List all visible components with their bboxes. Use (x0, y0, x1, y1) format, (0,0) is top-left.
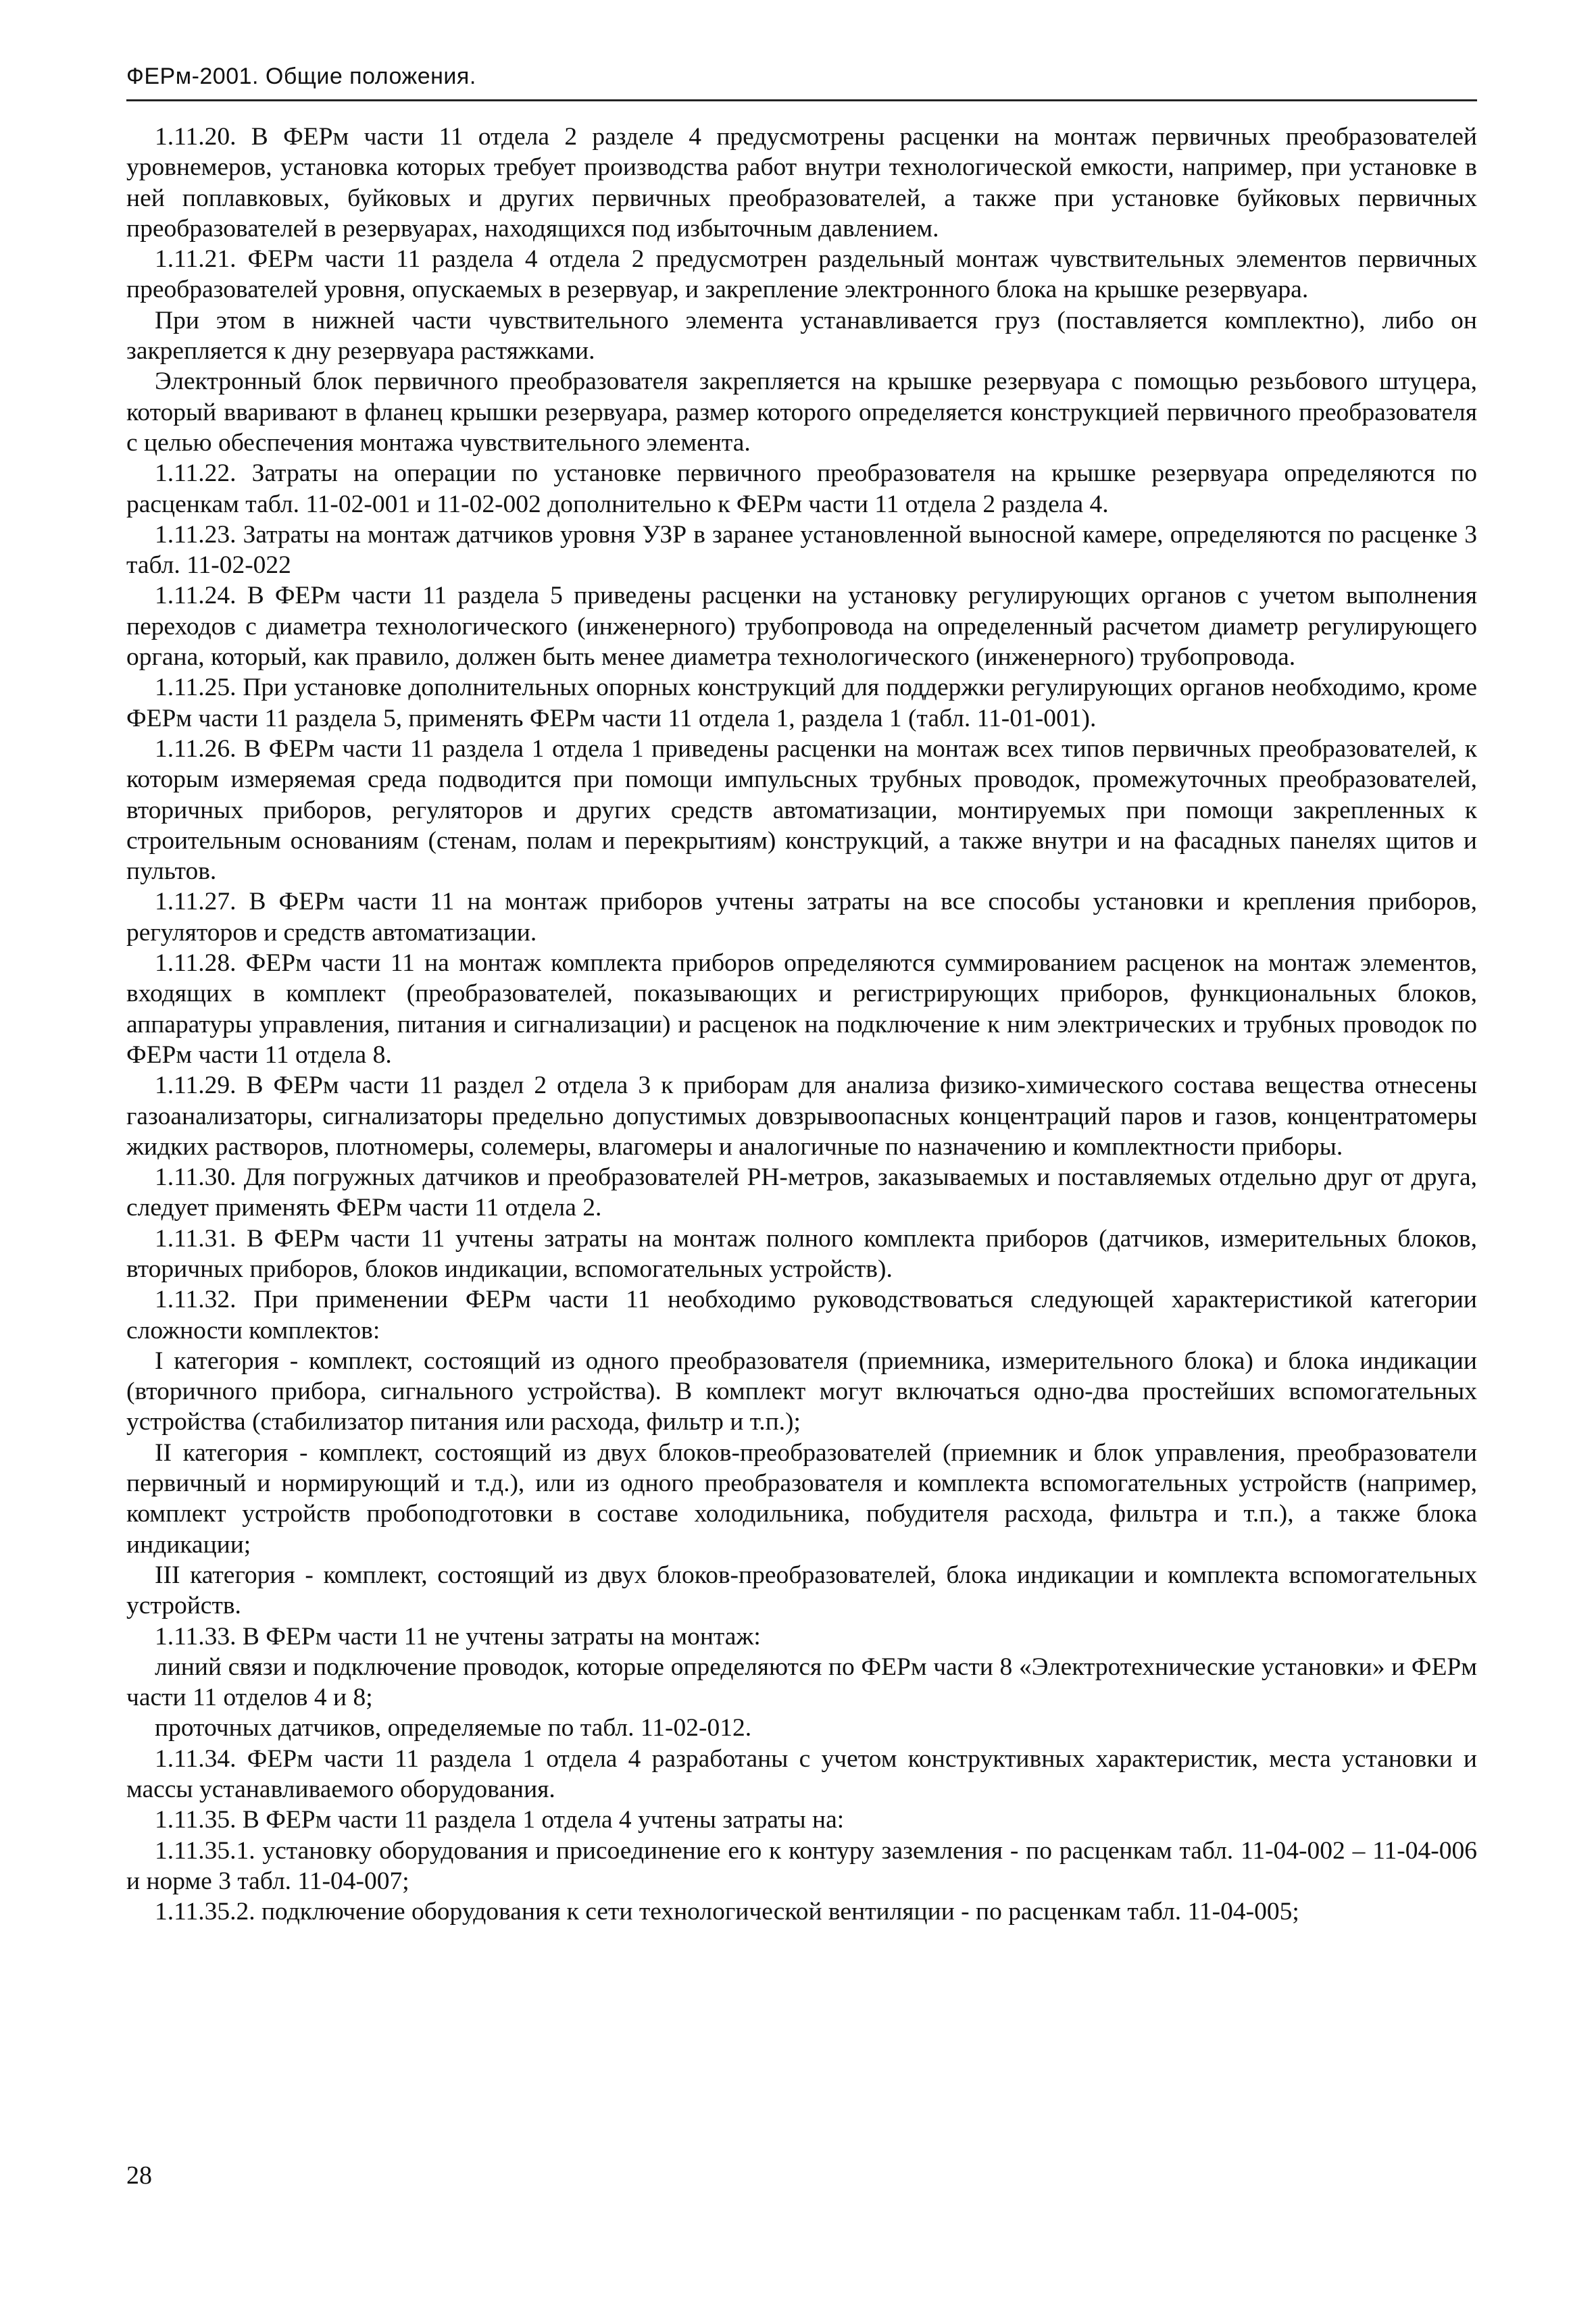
paragraph: 1.11.24. В ФЕРм части 11 раздела 5 приведены расценки на установку регулирующих органов с учетом выполнения переходов с диаметра технологического (инженерного) трубопровода на определенный расчетом диаметр регулирующего органа, который, как правило, должен быть менее диаметра технологического (инженерного) трубопровода. (126, 582, 1477, 672)
paragraph: 1.11.25. При установке дополнительных опорных конструкций для поддержки регулирующих органов необходимо, кроме ФЕРм части 11 раздела 5, применять ФЕРм части 11 отдела 1, раздела 1 (табл. 11-01-001). (126, 674, 1477, 732)
paragraph: I категория - комплект, состоящий из одного преобразователя (приемника, измерительного блока) и блока индикации (вторичного прибора, сигнального устройства). В комплект могут включаться одно-два простейших вспомогательных устройства (стабилизатор питания или расхода, фильтр и т.п.); (126, 1347, 1477, 1436)
paragraph: 1.11.22. Затраты на операции по установке первичного преобразователя на крышке резервуара определяются по расценкам табл. 11-02-001 и 11-02-002 дополнительно к ФЕРм части 11 отдела 2 раздела 4. (126, 459, 1477, 518)
paragraph: линий связи и подключение проводок, которые определяются по ФЕРм части 8 «Электротехнические установки» и ФЕРм части 11 отделов 4 и 8; (126, 1653, 1477, 1712)
paragraph: 1.11.23. Затраты на монтаж датчиков уровня УЗР в заранее установленной выносной камере, определяются по расценке 3 табл. 11-02-022 (126, 520, 1477, 580)
paragraph: 1.11.27. В ФЕРм части 11 на монтаж приборов учтены затраты на все способы установки и крепления приборов, регуляторов и средств автоматизации. (126, 888, 1477, 947)
paragraph: 1.11.32. При применении ФЕРм части 11 необходимо руководствоваться следующей характеристикой категории сложности комплектов: (126, 1286, 1477, 1344)
paragraph: 1.11.33. В ФЕРм части 11 не учтены затраты на монтаж: (155, 1622, 761, 1651)
header-title: ФЕРм-2001. Общие положения. (126, 64, 476, 89)
paragraph: При этом в нижней части чувствительного элемента устанавливается груз (поставляется комплектно), либо он закрепляется к дну резервуара растяжками. (126, 306, 1477, 366)
paragraph: 1.11.30. Для погружных датчиков и преобразователей РН-метров, заказываемых и поставляемых отдельно друг от друга, следует применять ФЕРм части 11 отдела 2. (126, 1163, 1477, 1222)
page-number: 28 (126, 2161, 152, 2190)
paragraph: 1.11.34. ФЕРм части 11 раздела 1 отдела 4 разработаны с учетом конструктивных характеристик, места установки и массы устанавливаемого оборудования. (126, 1744, 1477, 1804)
paragraph: проточных датчиков, определяемые по табл. 11-02-012. (155, 1714, 752, 1742)
paragraph: II категория - комплект, состоящий из двух блоков-преобразователей (приемник и блок управления, преобразователи первичный и нормирующий и т.д.), или из одного преобразователя и комплекта вспомогательных устройств (например, комплект устройств пробоподготовки в составе холодильника, побудителя расхода, фильтра и т.п.), а также блока индикации; (126, 1438, 1477, 1559)
paragraph: 1.11.21. ФЕРм части 11 раздела 4 отдела 2 предусмотрен раздельный монтаж чувствительных элементов первичных преобразователей уровня, опускаемых в резервуар, и закрепление электронного блока на крышке резервуара. (126, 245, 1477, 304)
paragraph: Электронный блок первичного преобразователя закрепляется на крышке резервуара с помощью резьбового штуцера, который вваривают в фланец крышки резервуара, размер которого определяется конструкцией первичного преобразователя с целью обеспечения монтажа чувствительного элемента. (126, 368, 1477, 457)
paragraph: 1.11.35.2. подключение оборудования к сети технологической вентиляции - по расценкам табл. 11-04-005; (155, 1898, 1299, 1926)
paragraph: 1.11.29. В ФЕРм части 11 раздел 2 отдела 3 к приборам для анализа физико-химического состава вещества отнесены газоанализаторы, сигнализаторы предельно допустимых довзрывоопасных концентраций паров и газов, концентратомеры жидких растворов, плотномеры, солемеры, влагомеры и аналогичные по назначению и комплектности приборы. (126, 1072, 1477, 1161)
paragraph: 1.11.31. В ФЕРм части 11 учтены затраты на монтаж полного комплекта приборов (датчиков, измерительных блоков, вторичных приборов, блоков индикации, вспомогательных устройств). (126, 1224, 1477, 1283)
paragraph: 1.11.35. В ФЕРм части 11 раздела 1 отдела 4 учтены затраты на: (155, 1806, 845, 1834)
document-body (126, 122, 1477, 1928)
paragraph: 1.11.26. В ФЕРм части 11 раздела 1 отдела 1 приведены расценки на монтаж всех типов первичных преобразователей, к которым измеряемая среда подводится при помощи импульсных трубных проводок, промежуточных преобразователей, вторичных приборов, регуляторов и других средств автоматизации, монтируемых при помощи закрепленных к строительным основаниям (стенам, полам и перекрытиям) конструкций, а также внутри и на фасадных панелях щитов и пультов. (126, 734, 1477, 886)
paragraph: 1.11.28. ФЕРм части 11 на монтаж комплекта приборов определяются суммированием расценок на монтаж элементов, входящих в комплект (преобразователей, показывающих и регистрирующих приборов, функциональных блоков, аппаратуры управления, питания и сигнализации) и расценок на подключение к ним электрических и трубных проводок по ФЕРм части 11 отдела 8. (126, 949, 1477, 1069)
page-header (126, 59, 1477, 101)
paragraph: III категория - комплект, состоящий из двух блоков-преобразователей, блока индикации и комплекта вспомогательных устройств. (126, 1561, 1477, 1620)
paragraph: 1.11.20. В ФЕРм части 11 отдела 2 разделе 4 предусмотрены расценки на монтаж первичных преобразователей уровнемеров, установка которых требует производства работ внутри технологической емкости, например, при установке в ней поплавковых, буйковых и других первичных преобразователей, а также при установке буйковых первичных преобразователей в резервуарах, находящихся под избыточным давлением. (126, 123, 1477, 243)
paragraph: 1.11.35.1. установку оборудования и присоединение его к контуру заземления - по расценкам табл. 11-04-002 – 11-04-006 и норме 3 табл. 11-04-007; (126, 1836, 1477, 1895)
